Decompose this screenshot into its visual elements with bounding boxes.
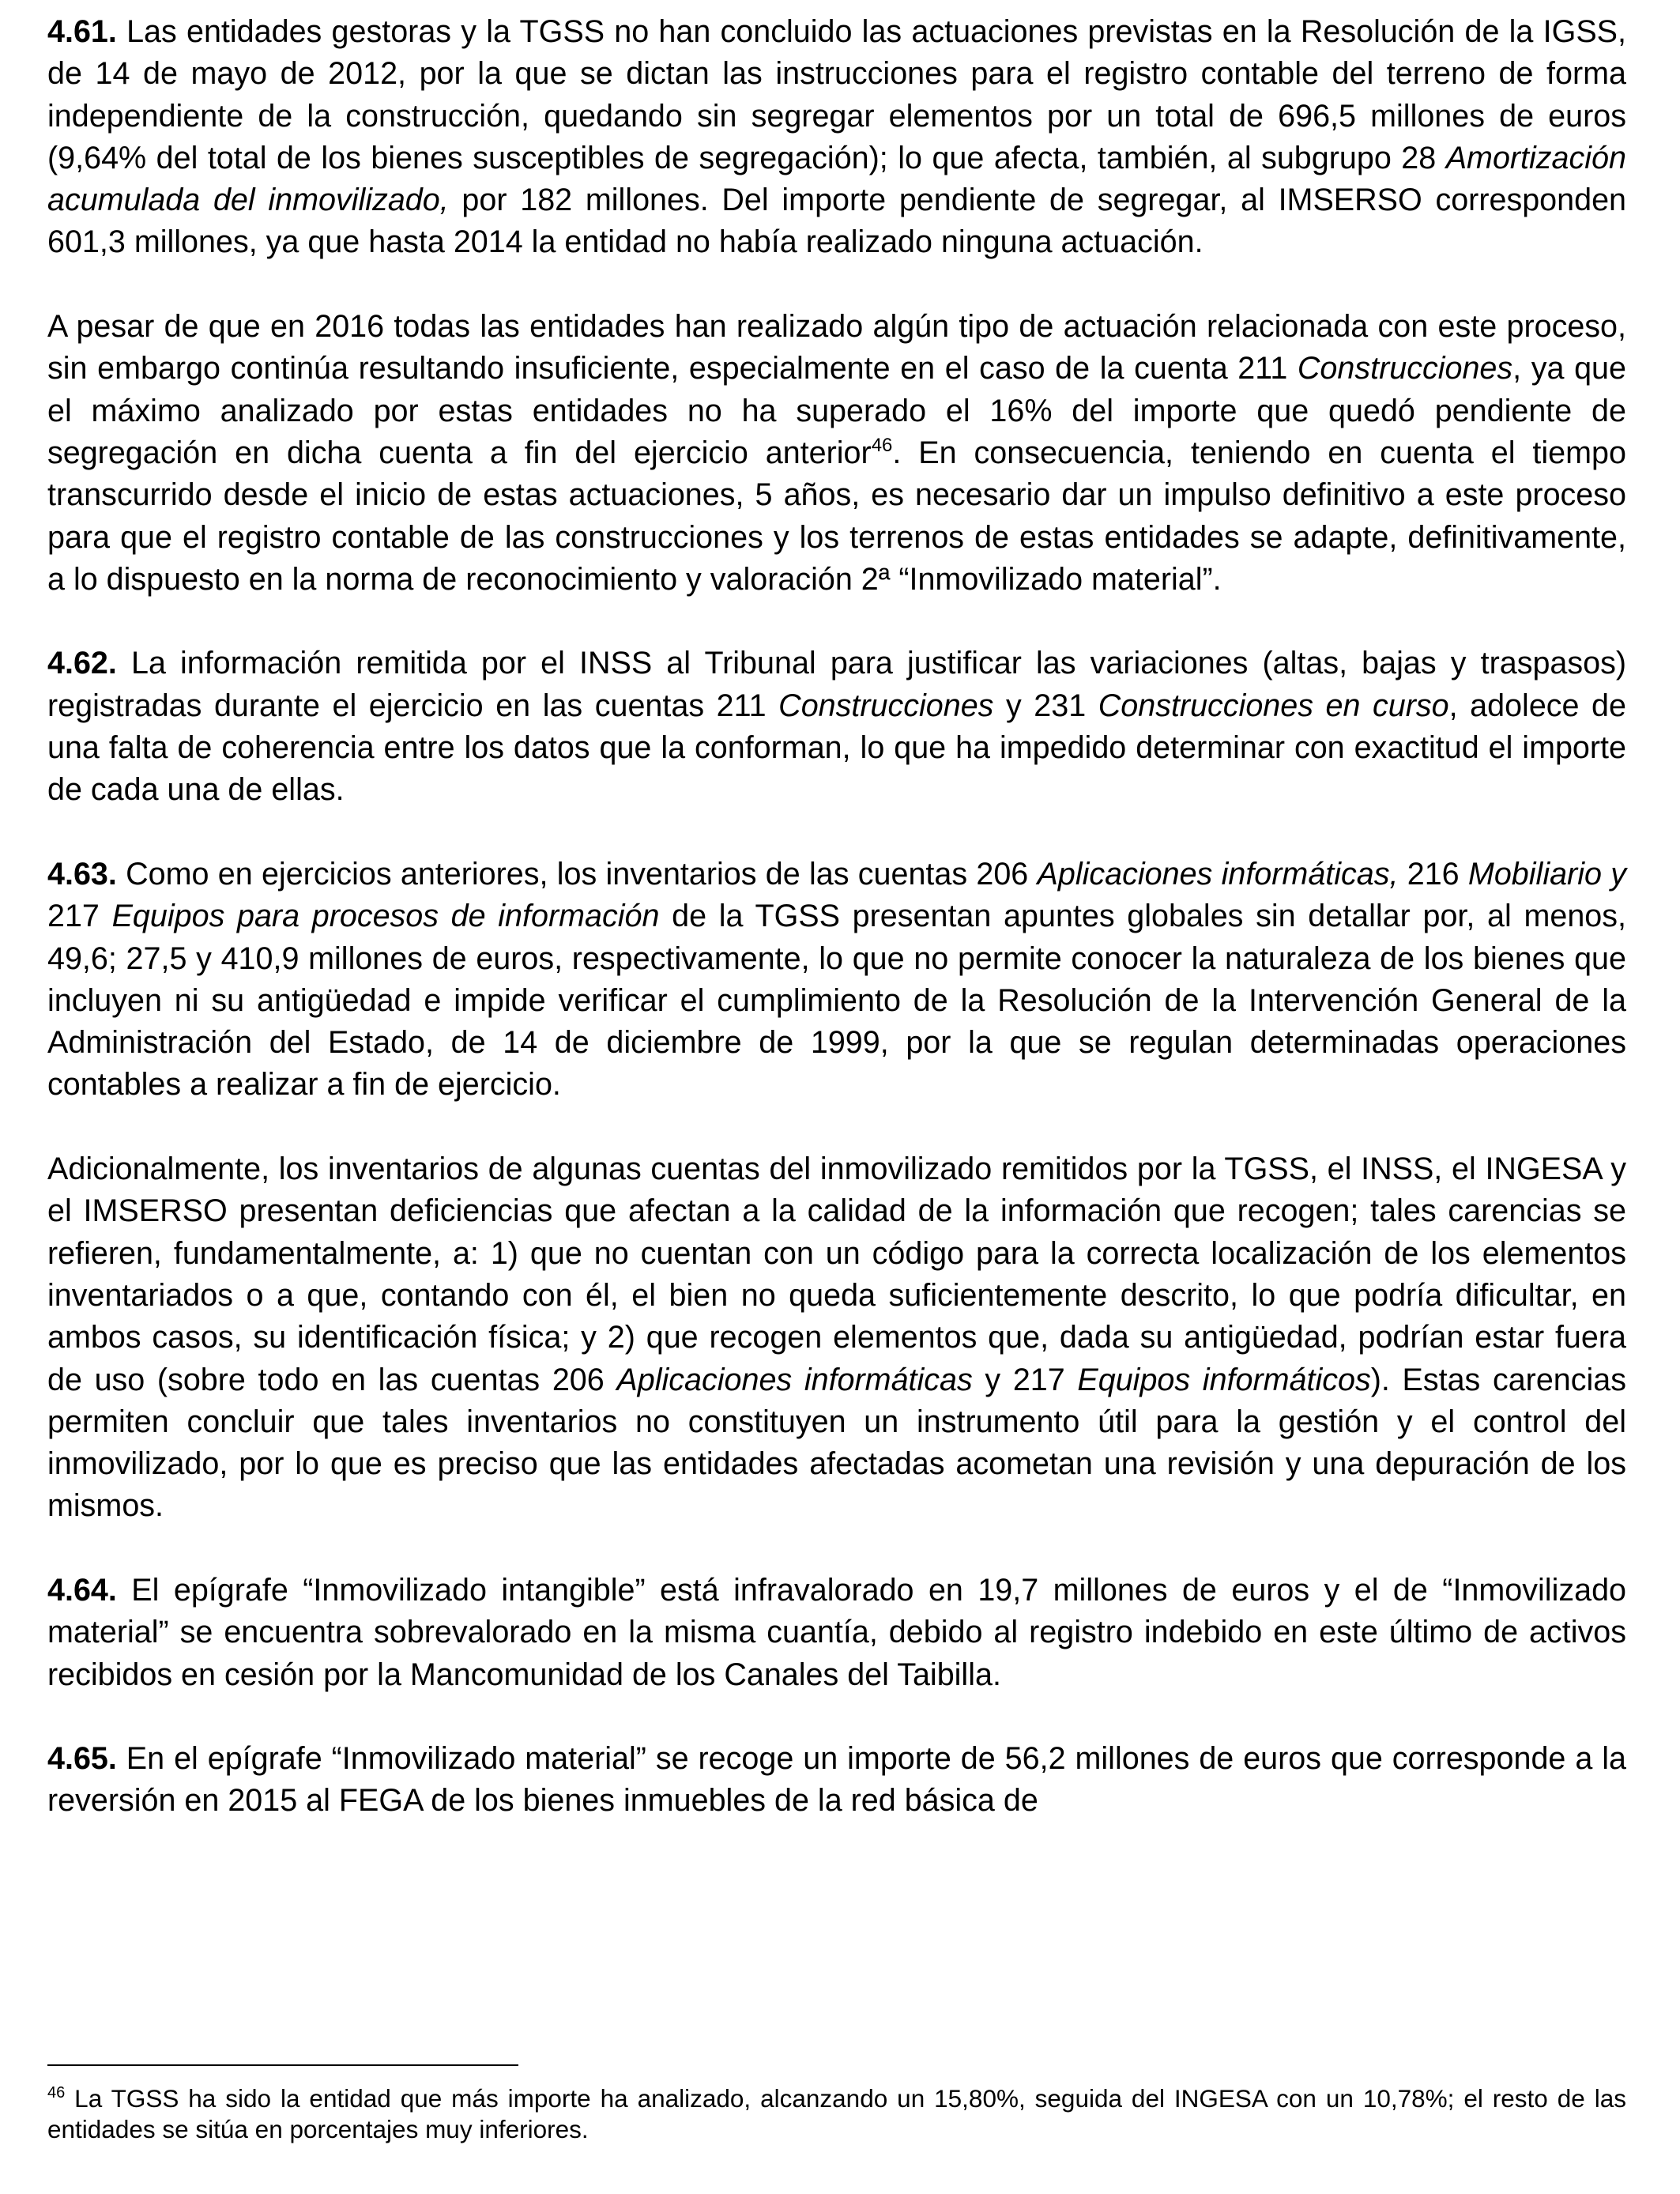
paragraph-4-64 <box>47 1570 1626 1696</box>
paragraph-text: ). Estas carencias permiten concluir que tales inventarios no constituyen un instrumento útil para la gestión y el control del inmovilizado, por lo que es preciso que las entidades afectadas acometan una revisión y una depuración de los mismos. <box>47 1362 1627 1524</box>
paragraph-4-61-continued <box>47 306 1626 601</box>
paragraph-text: y 231 <box>993 688 1098 723</box>
footnote-number: 46 <box>47 2084 66 2102</box>
paragraph-text: La información remitida por el INSS al Tribunal para justificar las variaciones (altas, bajas y traspasos) registradas durante el ejercicio en las cuentas 211 <box>47 646 1626 723</box>
paragraph-text: , ya que el máximo analizado por estas entidades no ha superado el 16% del importe que quedó pendiente de segregación en dicha cuenta a fin del ejercicio anterior <box>47 351 1626 470</box>
paragraph-text: y 217 <box>972 1362 1078 1397</box>
italic-account-name: Construcciones <box>1297 351 1513 386</box>
italic-account-name: Equipos informáticos <box>1077 1362 1371 1397</box>
italic-account-name: Construcciones <box>778 688 994 723</box>
paragraph-text: por 182 millones. Del importe pendiente de segregar, al IMSERSO corresponden 601,3 millones, ya que hasta 2014 la entidad no había realizado ninguna actuación. <box>47 183 1627 260</box>
footnote-text: La TGSS ha sido la entidad que más importe ha analizado, alcanzando un 15,80%, seguida del INGESA con un 10,78%; el resto de las entidades se sitúa en porcentajes muy inferiores. <box>47 2084 1626 2143</box>
italic-account-name: Mobiliario y <box>1467 856 1626 892</box>
paragraph-number: 4.62. <box>47 646 117 681</box>
paragraph-text: En el epígrafe “Inmovilizado material” se recoge un importe de 56,2 millones de euros que corresponde a la reversión en 2015 al FEGA de los bienes inmuebles de la red básica de <box>47 1741 1626 1819</box>
italic-account-name: Equipos para procesos de información <box>111 899 660 934</box>
footnote-separator <box>47 2064 518 2066</box>
paragraph-number: 4.63. <box>47 856 117 892</box>
paragraph-4-65 <box>47 1738 1626 1823</box>
footnote-reference[interactable]: 46 <box>871 434 893 456</box>
paragraph-4-62 <box>47 643 1626 811</box>
paragraph-number: 4.64. <box>47 1572 117 1608</box>
paragraph-number: 4.61. <box>47 14 117 49</box>
paragraph-text: , adolece de una falta de coherencia entre los datos que la conforman, lo que ha impedido determinar con exactitud el importe de cada una de ellas. <box>47 688 1626 808</box>
italic-account-name: Aplicaciones informáticas, <box>1037 856 1399 892</box>
paragraph-text: de la TGSS presentan apuntes globales sin detallar por, al menos, 49,6; 27,5 y 410,9 millones de euros, respectivamente, lo que no permite conocer la naturaleza de los bienes que incluyen ni su antigüedad e impide verificar el cumplimiento de la Resolución de la Intervención General de la Administración del Estado, de 14 de diciembre de 1999, por la que se regulan determinadas operaciones contables a realizar a fin de ejercicio. <box>47 899 1626 1103</box>
paragraph-4-61 <box>47 11 1626 264</box>
italic-account-name: Amortización acumulada del inmovilizado, <box>47 140 1626 218</box>
italic-account-name: Construcciones en curso <box>1098 688 1449 723</box>
paragraph-number: 4.65. <box>47 1741 117 1777</box>
paragraph-text: Como en ejercicios anteriores, los inventarios de las cuentas 206 <box>116 856 1038 892</box>
paragraph-text: 216 <box>1398 856 1468 892</box>
footnote-46 <box>47 2083 1626 2145</box>
document-body <box>47 11 1626 1864</box>
paragraph-text: 217 <box>47 899 112 934</box>
paragraph-text: Las entidades gestoras y la TGSS no han concluido las actuaciones previstas en la Resolución de la IGSS, de 14 de mayo de 2012, por la que se dictan las instrucciones para el registro contable del terreno de forma independiente de la construcción, quedando sin segregar elementos por un total de 696,5 millones de euros (9,64% del total de los bienes susceptibles de segregación); lo que afecta, también, al subgrupo 28 <box>47 14 1626 175</box>
paragraph-4-63 <box>47 854 1626 1106</box>
paragraph-text: A pesar de que en 2016 todas las entidades han realizado algún tipo de actuación relacionada con este proceso, sin embargo continúa resultando insuficiente, especialmente en el caso de la cuenta 211 <box>47 309 1626 386</box>
paragraph-text: Adicionalmente, los inventarios de algunas cuentas del inmovilizado remitidos por la TGSS, el INSS, el INGESA y el IMSERSO presentan deficiencias que afectan a la calidad de la información que recogen; tales carencias se refieren, fundamentalmente, a: 1) que no cuentan con un código para la correcta localización de los elementos inventariados o a que, contando con él, el bien no queda suficientemente descrito, lo que podría dificultar, en ambos casos, su identificación física; y 2) que recogen elementos que, dada su antigüedad, podrían estar fuera de uso (sobre todo en las cuentas 206 <box>47 1152 1626 1397</box>
italic-account-name: Aplicaciones informáticas <box>616 1362 973 1397</box>
paragraph-4-63-continued <box>47 1148 1626 1528</box>
paragraph-text: El epígrafe “Inmovilizado intangible” está infravalorado en 19,7 millones de euros y el de “Inmovilizado material” se encuentra sobrevalorado en la misma cuantía, debido al registro indebido en este último de activos recibidos en cesión por la Mancomunidad de los Canales del Taibilla. <box>47 1572 1626 1692</box>
paragraph-text: . En consecuencia, teniendo en cuenta el tiempo transcurrido desde el inicio de estas actuaciones, 5 años, es necesario dar un impulso definitivo a este proceso para que el registro contable de las construcciones y los terrenos de estas entidades se adapte, definitivamente, a lo dispuesto en la norma de reconocimiento y valoración 2ª “Inmovilizado material”. <box>47 435 1626 597</box>
